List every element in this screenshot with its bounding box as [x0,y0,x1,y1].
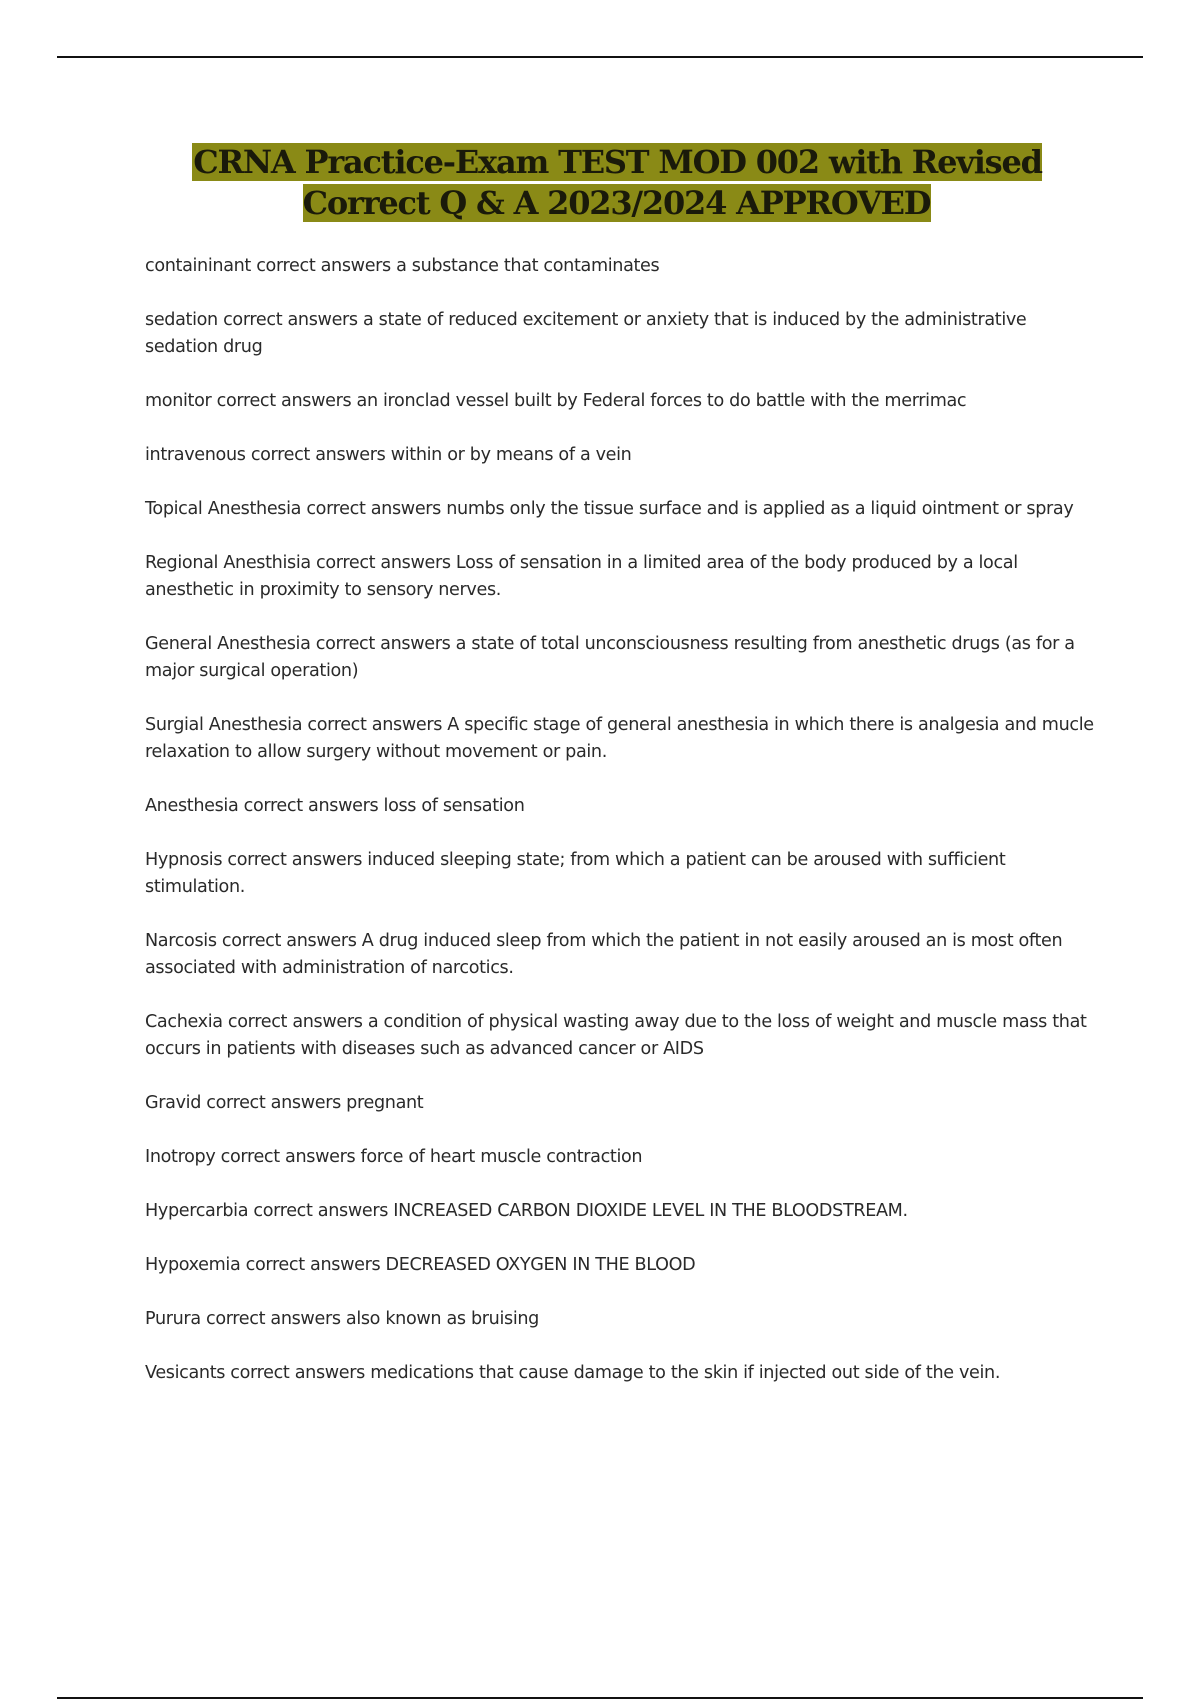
qa-entry: Cachexia correct answers a condition of physical wasting away due to the loss of weight and muscle mass that occurs in patients with diseases such as advanced cancer or AIDS [145,1012,1087,1059]
qa-entry: Vesicants correct answers medications that cause damage to the skin if injected out side of the vein. [145,1363,1001,1383]
document-title-text: CRNA Practice-Exam TEST MOD 002 with Revised Correct Q & A 2023/2024 APPROVED [193,143,1042,222]
qa-entry: Purura correct answers also known as bruising [145,1309,539,1329]
qa-entry: Hypnosis correct answers induced sleeping state; from which a patient can be aroused with sufficient stimulation. [145,850,1006,897]
qa-entry: sedation correct answers a state of reduced excitement or anxiety that is induced by the administrative sedation drug [145,310,1027,357]
qa-entry: Anesthesia correct answers loss of sensation [145,796,525,816]
qa-entry: Narcosis correct answers A drug induced sleep from which the patient in not easily aroused an is most often associated with administration of narcotics. [145,931,1063,978]
qa-entry: Regional Anesthisia correct answers Loss of sensation in a limited area of the body produced by a local anesthetic in proximity to sensory nerves. [145,553,1018,600]
qa-entry: Surgial Anesthesia correct answers A specific stage of general anesthesia in which there is analgesia and mucle relaxation to allow surgery without movement or pain. [145,715,1094,762]
document-title [150,142,1084,224]
qa-entry: Hypoxemia correct answers DECREASED OXYGEN IN THE BLOOD [145,1255,696,1275]
qa-entry: containinant correct answers a substance that contaminates [145,256,660,276]
header-rule [57,56,1143,58]
qa-list [145,253,1095,1414]
qa-entry: General Anesthesia correct answers a state of total unconsciousness resulting from anesthetic drugs (as for a major surgical operation) [145,634,1075,681]
qa-entry: Inotropy correct answers force of heart muscle contraction [145,1147,643,1167]
footer-rule [57,1697,1143,1699]
qa-entry: Topical Anesthesia correct answers numbs only the tissue surface and is applied as a liquid ointment or spray [145,499,1074,519]
qa-entry: intravenous correct answers within or by means of a vein [145,445,632,465]
qa-entry: Gravid correct answers pregnant [145,1093,424,1113]
qa-entry: monitor correct answers an ironclad vessel built by Federal forces to do battle with the merrimac [145,391,967,411]
qa-entry: Hypercarbia correct answers INCREASED CARBON DIOXIDE LEVEL IN THE BLOODSTREAM. [145,1201,908,1221]
